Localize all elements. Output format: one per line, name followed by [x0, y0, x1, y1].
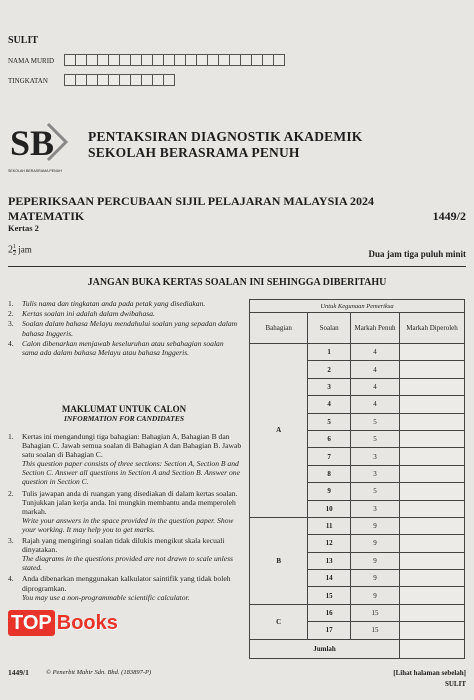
sulit-label: SULIT [8, 35, 39, 46]
paper-number: Kertas 2 [8, 223, 39, 233]
nama-murid-boxes[interactable] [64, 54, 284, 66]
marks-obtained-cell[interactable] [400, 517, 465, 534]
marks-obtained-cell[interactable] [400, 465, 465, 482]
marks-obtained-cell[interactable] [400, 413, 465, 430]
char-box[interactable] [163, 74, 175, 86]
info-item: 2. Tulis jawapan anda di ruangan yang disediakan di dalam kertas soalan. Tunjukkan jalan kerja anda. Ini mungkin membantu anda memperoleh markah. Write your answers in the space provided in the question paper. Show your working. It may help you to get marks. [8, 489, 242, 534]
marks-obtained-cell[interactable] [400, 448, 465, 465]
footer-next-page: [Lihat halaman sebelah] [393, 669, 466, 677]
table-header: Bahagian [250, 313, 308, 344]
table-header: Soalan [308, 313, 351, 344]
marks-obtained-cell[interactable] [400, 483, 465, 500]
info-item: 1. Kertas ini mengandungi tiga bahagian: Bahagian A, Bahagian B dan Bahagian C. Jawab semua soalan di Bahagian A dan Bahagian B. Jawab satu soalan di Bahagian C. This question paper consists of three sections: Section A, Section B and Section C. Answer all questions in Section A and Section B. Answer one question in Section C. [8, 432, 242, 487]
info-heading-en: INFORMATION FOR CANDIDATES [63, 414, 185, 423]
question-number: 15 [308, 587, 351, 604]
logo-caption: SEKOLAH BERASRAMA PENUH [8, 169, 62, 173]
question-number: 16 [308, 604, 351, 621]
question-number: 7 [308, 448, 351, 465]
full-marks: 9 [351, 587, 400, 604]
divider [8, 266, 466, 267]
marks-obtained-cell[interactable] [400, 396, 465, 413]
info-list [8, 432, 242, 604]
char-box[interactable] [273, 54, 285, 66]
marks-obtained-cell[interactable] [400, 622, 465, 639]
full-marks: 4 [351, 344, 400, 361]
full-marks: 3 [351, 448, 400, 465]
footer-copyright: © Penerbit Mahir Sdn. Bhd. (183897-P) [46, 669, 152, 676]
info-heading-ms: MAKLUMAT UNTUK CALON [61, 404, 187, 414]
warning-heading: JANGAN BUKA KERTAS SOALAN INI SEHINGGA DIBERITAHU [87, 277, 387, 288]
info-item: 3. Rajah yang mengiringi soalan tidak dilukis mengikut skala kecuali dinyatakan. The diagrams in the questions provided are not drawn to scale unless stated. [8, 536, 242, 572]
footer-code: 1449/1 [8, 668, 29, 677]
full-marks: 9 [351, 517, 400, 534]
section-label: A [250, 344, 308, 518]
table-header: Markah Penuh [351, 313, 400, 344]
instruction-item: 4. Calon dibenarkan menjawab keseluruhan atau sebahagian soalan sama ada dalam bahasa Melayu atau bahasa Inggeris. [8, 338, 224, 358]
question-number: 4 [308, 396, 351, 413]
question-number: 11 [308, 517, 351, 534]
question-number: 13 [308, 552, 351, 569]
info-text-en: You may use a non-programmable scientific calculator. [22, 592, 190, 602]
marks-obtained-cell[interactable] [400, 344, 465, 361]
org-line-2: SEKOLAH BERASRAMA PENUH [88, 145, 300, 160]
full-marks: 15 [351, 622, 400, 639]
question-number: 2 [308, 361, 351, 378]
info-text-ms: Anda dibenarkan menggunakan kalkulator saintifik yang tidak boleh diprogramkan. [22, 574, 231, 593]
tingkatan-boxes[interactable] [64, 74, 174, 86]
table-row [250, 604, 465, 621]
table-row [250, 517, 465, 534]
full-marks: 15 [351, 604, 400, 621]
info-text-en: This question paper consists of three sections: Section A, Section B and Section C. Answer all questions in Section A and Section B. Answer one question in Section C. [22, 459, 240, 487]
question-number: 1 [308, 344, 351, 361]
footer-sulit: SULIT [444, 680, 466, 688]
full-marks: 5 [351, 430, 400, 447]
question-number: 9 [308, 483, 351, 500]
info-text-ms: Rajah yang mengiringi soalan tidak dilukis mengikut skala kecuali dinyatakan. [22, 536, 225, 555]
question-number: 8 [308, 465, 351, 482]
logo-mark: SB [10, 123, 55, 163]
question-number: 12 [308, 535, 351, 552]
full-marks: 3 [351, 500, 400, 517]
info-item: 4. Anda dibenarkan menggunakan kalkulator saintifik yang tidak boleh diprogramkan. You may use a non-programmable scientific calculator. [8, 574, 242, 601]
full-marks: 9 [351, 535, 400, 552]
section-label: C [250, 604, 308, 639]
full-marks: 9 [351, 552, 400, 569]
topbooks-watermark: TOP Books [8, 608, 118, 638]
exam-title: PEPERIKSAAN PERCUBAAN SIJIL PELAJARAN MALAYSIA 2024 [8, 194, 374, 208]
marks-obtained-cell[interactable] [400, 552, 465, 569]
info-text-ms: Tulis jawapan anda di ruangan yang disediakan di dalam kertas soalan. Tunjukkan jalan kerja anda. Ini mungkin membantu anda memperoleh markah. [22, 488, 238, 516]
question-number: 3 [308, 378, 351, 395]
marks-obtained-cell[interactable] [400, 535, 465, 552]
exam-code: 1449/2 [432, 209, 466, 223]
instruction-item: 1. Tulis nama dan tingkatan anda pada petak yang disediakan. [8, 299, 206, 308]
info-text-en: Write your answers in the space provided in the question paper. Show your working. It may help you to get marks. [22, 515, 234, 534]
examiner-table [249, 299, 465, 659]
sbp-logo [8, 122, 78, 173]
org-line-1: PENTAKSIRAN DIAGNOSTIK AKADEMIK [88, 129, 363, 144]
info-text-en: The diagrams in the questions provided are not drawn to scale unless stated. [22, 554, 233, 573]
marks-obtained-cell[interactable] [400, 500, 465, 517]
instruction-item: 3. Soalan dalam bahasa Melayu mendahului soalan yang sepadan dalam bahasa Inggeris. [8, 319, 238, 338]
table-caption: Untuk Kegunaan Pemeriksa [250, 300, 465, 313]
question-number: 5 [308, 413, 351, 430]
full-marks: 5 [351, 483, 400, 500]
full-marks: 9 [351, 570, 400, 587]
duration-fraction: 2 $\frac{1}{2}$ jam [8, 244, 32, 257]
nama-murid-label: NAMA MURID [8, 57, 55, 65]
question-number: 14 [308, 570, 351, 587]
marks-obtained-cell[interactable] [400, 430, 465, 447]
section-label: B [250, 517, 308, 604]
full-marks: 5 [351, 413, 400, 430]
info-text-ms: Kertas ini mengandungi tiga bahagian: Bahagian A, Bahagian B dan Bahagian C. Jawab semua soalan di Bahagian A dan Bahagian B. Jawab satu soalan di Bahagian C. [22, 432, 242, 460]
instructions-list [8, 299, 240, 358]
marks-obtained-cell[interactable] [400, 604, 465, 621]
total-row [250, 639, 465, 658]
tingkatan-label: TINGKATAN [8, 77, 48, 85]
marks-obtained-cell[interactable] [400, 378, 465, 395]
duration-words: Dua jam tiga puluh minit [368, 249, 466, 259]
table-header: Markah Diperoleh [400, 313, 465, 344]
full-marks: 4 [351, 396, 400, 413]
table-row [250, 344, 465, 361]
question-number: 17 [308, 622, 351, 639]
instruction-item: 2. Kertas soalan ini adalah dalam dwibahasa. [8, 309, 155, 319]
full-marks: 4 [351, 361, 400, 378]
marks-obtained-cell[interactable] [400, 570, 465, 587]
marks-obtained-cell[interactable] [400, 361, 465, 378]
full-marks: 3 [351, 465, 400, 482]
full-marks: 4 [351, 378, 400, 395]
total-label: Jumlah [250, 639, 400, 658]
question-number: 6 [308, 430, 351, 447]
marks-obtained-cell[interactable] [400, 587, 465, 604]
question-number: 10 [308, 500, 351, 517]
total-cell[interactable] [400, 639, 465, 658]
exam-subject: MATEMATIK [8, 209, 85, 223]
